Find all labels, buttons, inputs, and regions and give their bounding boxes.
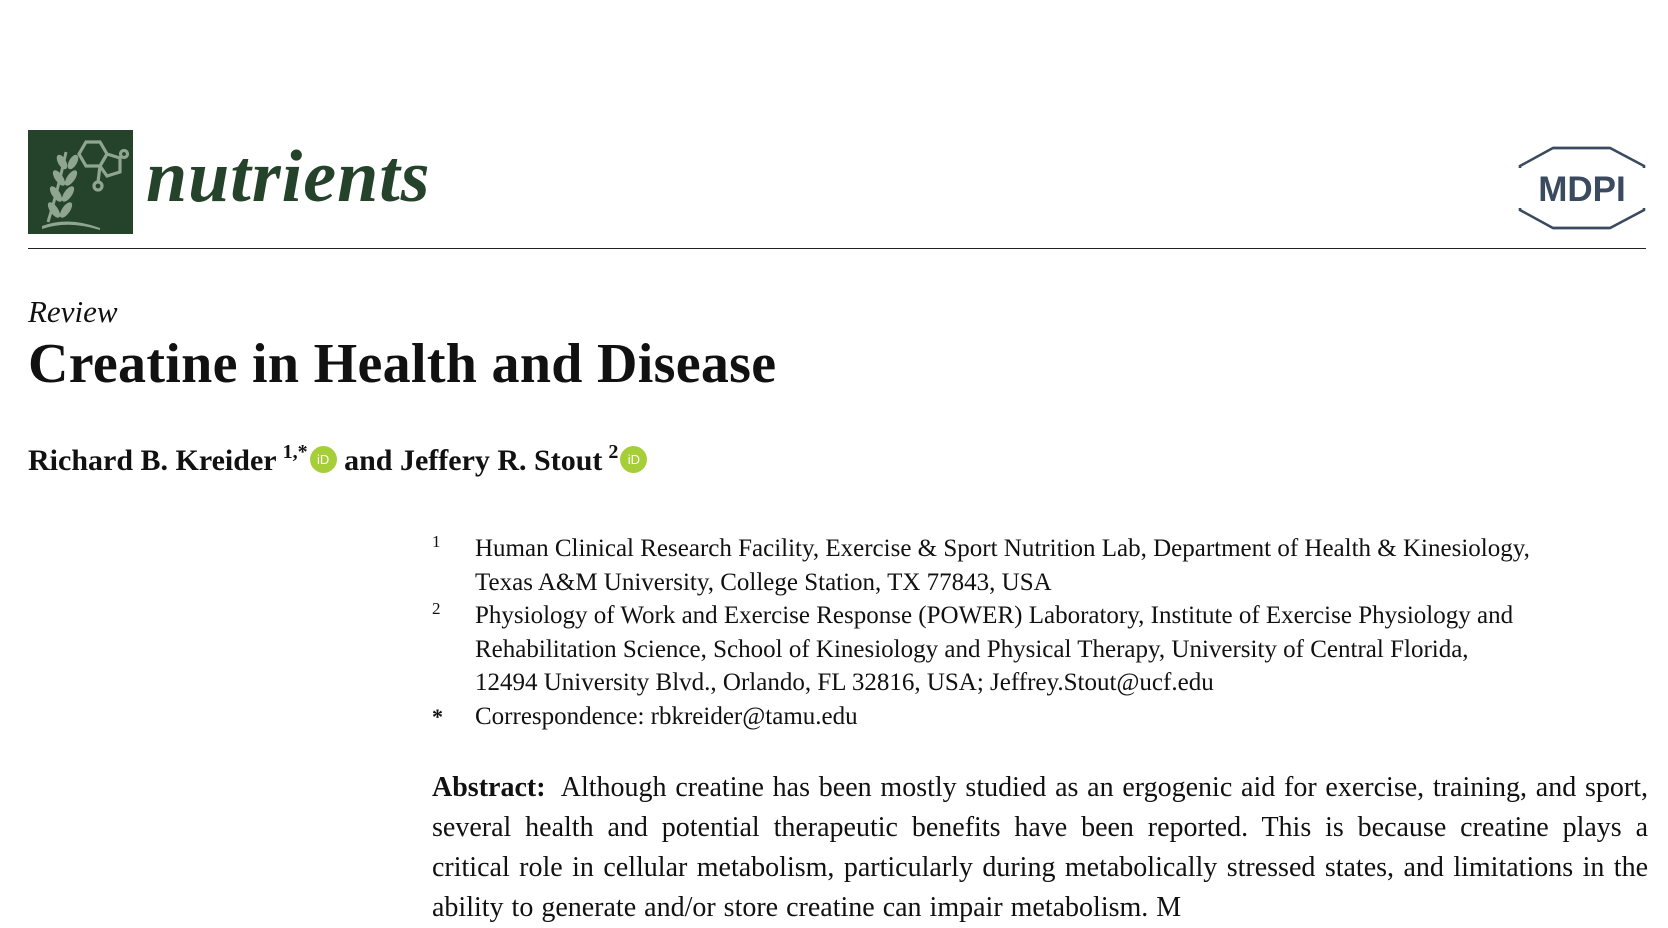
affiliation-line: 12494 University Blvd., Orlando, FL 32816, USA; Jeffrey.Stout@ucf.edu [475,669,1214,696]
abstract-label: Abstract: [432,772,546,803]
affiliation-line: Rehabilitation Science, School of Kinesiology and Physical Therapy, University of Central Florida, [475,635,1469,663]
author-list [28,440,647,479]
affiliation-mark: 1 [432,532,441,551]
author-name[interactable]: Jeffery R. Stout [399,444,603,477]
affiliation-mark: 2 [432,599,441,618]
affiliation-item [432,599,1646,700]
affiliation-line: Texas A&M University, College Station, TX 77843, USA [475,568,1052,596]
journal-name: nutrients [146,136,431,218]
article-title: Creatine in Health and Disease [28,333,777,395]
header-divider [28,248,1646,249]
publisher-name: MDPI [1538,170,1626,209]
abstract-text: Although creatine has been mostly studied as an ergogenic aid for exercise, training, and sport, several health and potential therapeutic benefits have been reported. This is because creatine plays a critical role in cellular metabolism, particularly during metabolically stressed states, and limitations in the ability to generate and/or store creatine can impair metabolism. M [432,772,1648,923]
affiliation-line: Physiology of Work and Exercise Response (POWER) Laboratory, Institute of Exercise Physiology and [475,602,1514,629]
abstract [432,768,1648,928]
author-joiner: and [344,444,393,477]
affiliation-list [432,532,1646,733]
affiliation-mark: * [432,703,443,729]
affiliation-marks: 2 [608,441,619,463]
author-name[interactable]: Richard B. Kreider [28,444,277,477]
orcid-icon[interactable]: iD [310,446,337,473]
correspondence-line: Correspondence: rbkreider@tamu.edu [475,702,858,730]
orcid-icon[interactable]: iD [620,446,647,473]
affiliation-marks: 1,* [282,441,308,463]
journal-header [28,130,1646,248]
correspondence-item [432,700,1646,734]
affiliation-item [432,532,1646,599]
mdpi-hexagon-icon [1518,146,1646,230]
affiliation-line: Human Clinical Research Facility, Exercise & Sport Nutrition Lab, Department of Health & Kinesiology, [475,535,1530,562]
article-type: Review [28,294,118,329]
journal-logo-icon [28,130,133,234]
